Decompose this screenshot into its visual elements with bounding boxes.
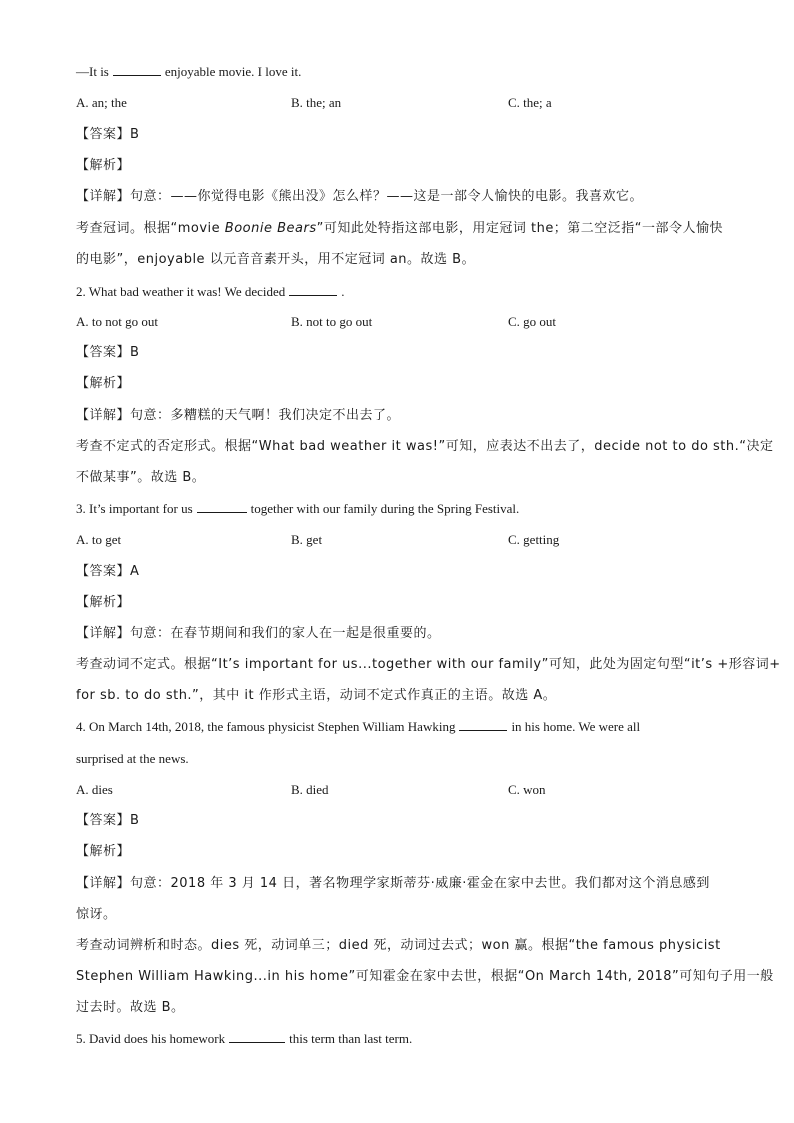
- q2-answer: [76, 343, 724, 363]
- detail-label: 【详解】: [76, 189, 131, 204]
- q4-stem-end: in his home. We were all: [511, 719, 641, 734]
- q4-stem-line-2: surprised at the news.: [76, 751, 189, 766]
- answer-label: 【答案】: [76, 564, 131, 579]
- q4-explanation-line-3: 过去时。故选 B。: [76, 1000, 185, 1015]
- q4-option-a: A. dies: [76, 782, 113, 797]
- q3-option-c: C. getting: [508, 532, 560, 547]
- q5-blank: [229, 1030, 285, 1043]
- q4-option-c: C. won: [508, 782, 546, 797]
- q1-option-a: A. an; the: [76, 95, 127, 110]
- q2-detail: [76, 406, 724, 426]
- q2-answer-value: B: [130, 345, 140, 360]
- q1-options: [76, 93, 724, 113]
- q1-expl-part: ”可知此处特指这部电影，用定冠词 the；第二空泛指“一部令人愉快: [316, 221, 724, 236]
- q3-option-a: A. to get: [76, 532, 122, 547]
- answer-label: 【答案】: [76, 345, 131, 360]
- q2-stem-start: 2. What bad weather it was! We decided: [76, 284, 286, 299]
- q2-option-c: C. go out: [508, 314, 557, 329]
- q2-explanation-line-1: 考查不定式的否定形式。根据“What bad weather it was!”可知，应表达不出去了，decide not to do sth.“决定: [76, 439, 774, 454]
- q4-detail-line-2: 惊讶。: [76, 907, 117, 922]
- q4-options: [76, 780, 724, 800]
- q2-analysis-label: 【解析】: [76, 376, 131, 391]
- q1-stem: [76, 62, 724, 82]
- q1-explanation-line-2: 的电影”，enjoyable 以元音音素开头，用不定冠词 an。故选 B。: [76, 252, 476, 267]
- q3-answer-value: A: [130, 564, 140, 579]
- q3-answer: [76, 562, 724, 582]
- q3-explanation-line-1: 考查动词不定式。根据“It’s important for us...together with our family”可知，此处为固定句型“it’s +形容词+: [76, 657, 781, 672]
- q4-stem-start: 4. On March 14th, 2018, the famous physicist Stephen William Hawking: [76, 719, 456, 734]
- q1-stem-end: enjoyable movie. I love it.: [164, 64, 302, 79]
- q3-stem-end: together with our family during the Spring Festival.: [250, 501, 520, 516]
- q4-detail-text: 句意：2018 年 3 月 14 日，著名物理学家斯蒂芬·威廉·霍金在家中去世。我们都对这个消息感到: [130, 876, 710, 891]
- detail-label: 【详解】: [76, 626, 131, 641]
- q5-stem-start: 5. David does his homework: [76, 1031, 226, 1046]
- q1-expl-movie-title: Boonie Bears: [224, 221, 317, 236]
- q1-stem-start: —It is: [76, 64, 109, 79]
- q1-detail-text: 句意：——你觉得电影《熊出没》怎么样？——这是一部令人愉快的电影。我喜欢它。: [130, 189, 644, 204]
- q2-stem: [76, 282, 724, 302]
- q2-detail-text: 句意：多糟糕的天气啊！我们决定不出去了。: [130, 408, 401, 423]
- q2-stem-end: .: [341, 284, 345, 299]
- q1-option-c: C. the; a: [508, 95, 552, 110]
- q4-option-b: B. died: [291, 782, 329, 797]
- q5-stem: [76, 1029, 724, 1049]
- answer-label: 【答案】: [76, 813, 131, 828]
- detail-label: 【详解】: [76, 408, 131, 423]
- q1-answer: [76, 125, 724, 145]
- q3-explanation-line-2: for sb. to do sth.”，其中 it 作形式主语，动词不定式作真正的主语。故选 A。: [76, 688, 557, 703]
- q2-options: [76, 312, 724, 332]
- q4-answer: [76, 811, 724, 831]
- q1-analysis-label: 【解析】: [76, 158, 131, 173]
- q2-explanation-line-2: 不做某事”。故选 B。: [76, 470, 206, 485]
- q4-explanation-line-2: Stephen William Hawking...in his home”可知霍金在家中去世，根据“On March 14th, 2018”可知句子用一般: [76, 969, 774, 984]
- q1-blank: [113, 63, 161, 76]
- q2-blank: [289, 283, 337, 296]
- answer-label: 【答案】: [76, 127, 131, 142]
- q3-options: [76, 530, 724, 550]
- q4-analysis-label: 【解析】: [76, 844, 131, 859]
- q1-option-b: B. the; an: [291, 95, 342, 110]
- q1-answer-value: B: [130, 127, 140, 142]
- q4-explanation-line-1: 考查动词辨析和时态。dies 死，动词单三；died 死，动词过去式；won 赢。根据“the famous physicist: [76, 938, 721, 953]
- q4-stem: [76, 717, 724, 737]
- q3-blank: [197, 500, 247, 513]
- q1-detail: [76, 187, 724, 207]
- q3-option-b: B. get: [291, 532, 323, 547]
- q4-detail: [76, 874, 724, 894]
- q3-detail-text: 句意：在春节期间和我们的家人在一起是很重要的。: [130, 626, 441, 641]
- q2-option-a: A. to not go out: [76, 314, 158, 329]
- q3-detail: [76, 624, 724, 644]
- q4-answer-value: B: [130, 813, 140, 828]
- q5-stem-end: this term than last term.: [289, 1031, 413, 1046]
- q2-option-b: B. not to go out: [291, 314, 373, 329]
- detail-label: 【详解】: [76, 876, 131, 891]
- q1-explanation-line-1: [76, 219, 724, 239]
- q3-stem-start: 3. It’s important for us: [76, 501, 193, 516]
- q1-expl-part: 考查冠词。根据“movie: [76, 221, 225, 236]
- q4-blank: [459, 718, 507, 731]
- q3-stem: [76, 499, 724, 519]
- q3-analysis-label: 【解析】: [76, 595, 131, 610]
